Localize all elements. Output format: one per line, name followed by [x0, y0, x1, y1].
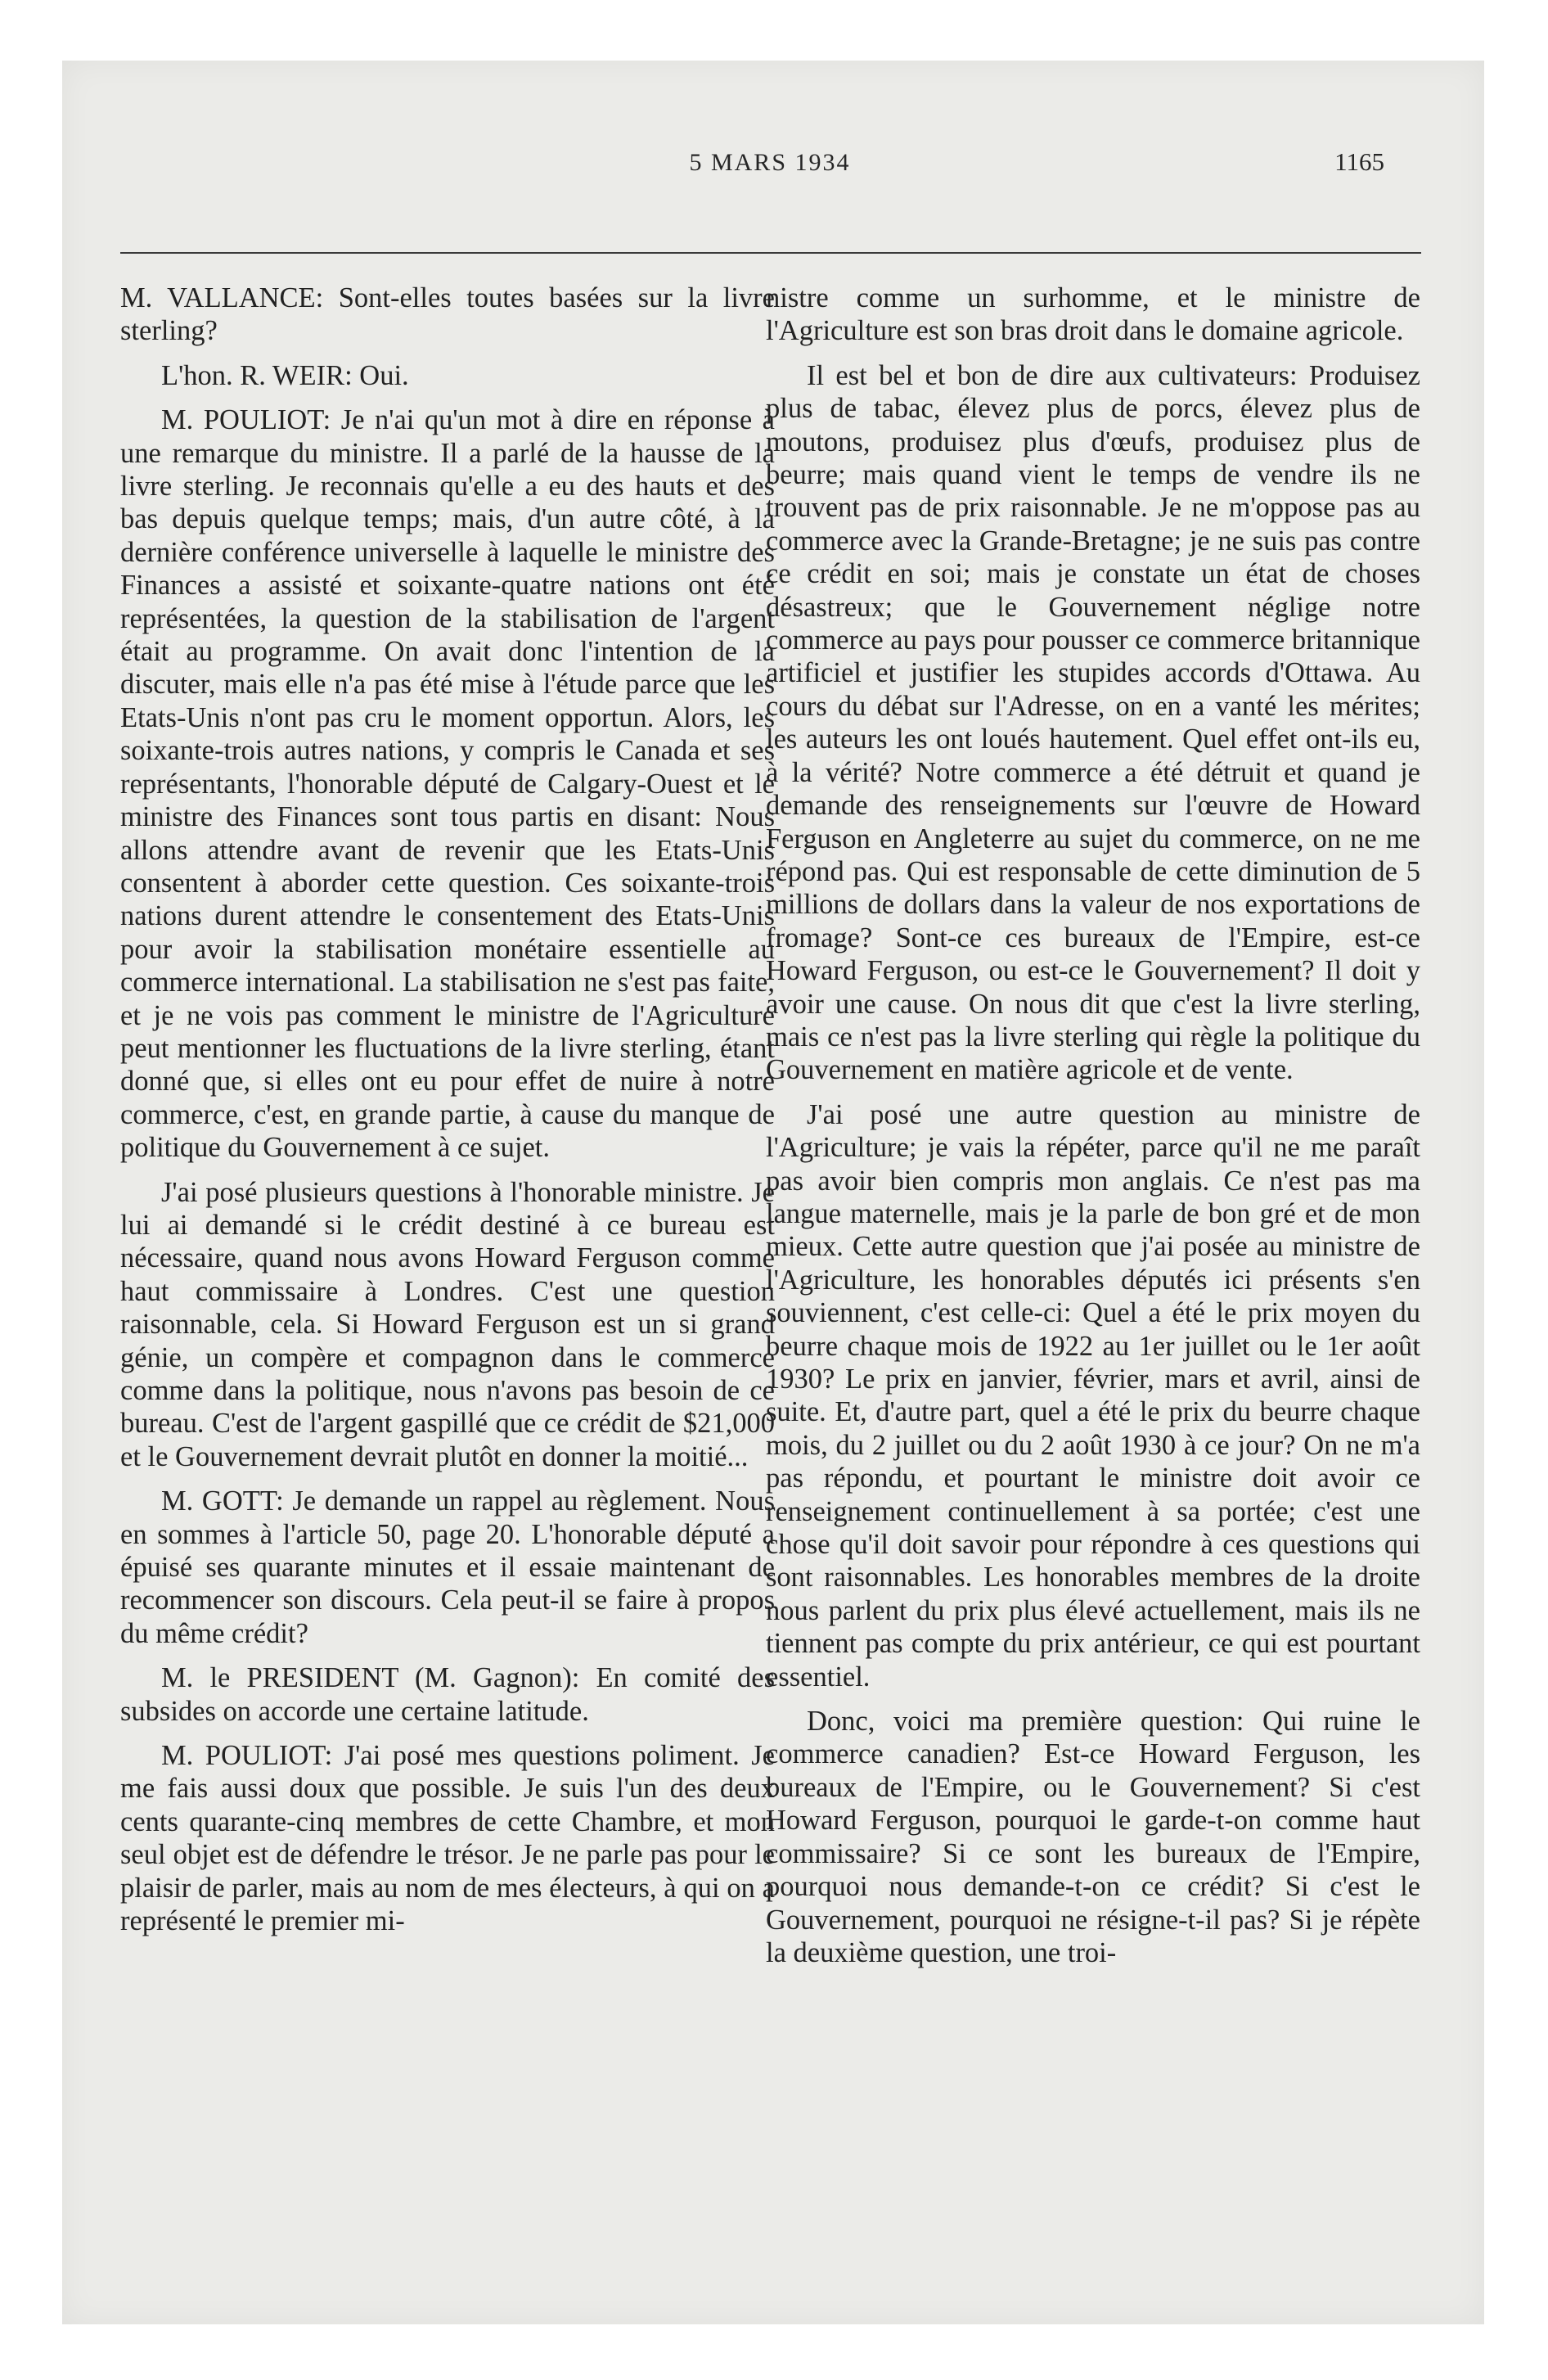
paragraph-autre-question: J'ai posé une autre question au ministre de l'Agriculture; je vais la répéter, parce qu'il ne me paraît pas avoir bien compris mon anglais. Ce n'est pas ma langue maternelle, mais je la parle de bon gré et de mon mieux. Cette autre question que j'ai posée au ministre de l'Agriculture, les honorables députés ici présents s'en souviennent, c'est celle-ci: Quel a été le prix moyen du beurre chaque mois de 1922 au 1er juillet ou le 1er août 1930? Le prix en janvier, février, mars et avril, ainsi de suite. Et, d'autre part, quel a été le prix du beurre chaque mois, du 2 juillet ou du 2 août 1930 à ce jour? On ne m'a pas répondu, et pourtant le ministre doit avoir ce renseignement continuellement à sa portée; c'est une chose qu'il doit savoir pour répondre à ces questions qui sont raisonnables. Les honorables membres de la droite nous parlent du prix plus élevé actuellement, mais ils ne tiennent pas compte du prix antérieur, ce qui est pourtant essentiel.	[766, 1098, 1420, 1693]
paragraph-gott: M. GOTT: Je demande un rappel au règlement. Nous en sommes à l'article 50, page 20. L'honorable député a épuisé ses quarante minutes et il essaie maintenant de recommencer son discours. Cela peut-il se faire à propos du même crédit?	[120, 1485, 775, 1649]
paragraph-pouliot-2: J'ai posé plusieurs questions à l'honorable ministre. Je lui ai demandé si le crédit destiné à ce bureau est nécessaire, quand nous avons Howard Ferguson comme haut commissaire à Londres. C'est une question raisonnable, cela. Si Howard Ferguson est un si grand génie, un compère et compagnon dans le commerce comme dans la politique, nous n'avons pas besoin de ce bureau. C'est de l'argent gaspillé que ce crédit de $21,000 et le Gouvernement devrait plutôt en donner la moitié...	[120, 1176, 775, 1472]
left-column	[120, 282, 775, 1950]
paragraph-weir: L'hon. R. WEIR: Oui.	[161, 359, 409, 391]
scanned-page	[62, 61, 1484, 2324]
page-date: 5 MARS 1934	[689, 149, 851, 176]
paragraph-continued: nistre comme un surhomme, et le ministre de l'Agriculture est son bras droit dans le domaine agricole.	[766, 282, 1420, 347]
header-rule	[120, 252, 1421, 254]
paragraph-premiere-question: Donc, voici ma première question: Qui ruine le commerce canadien? Est-ce Howard Ferguson, les bureaux de l'Empire, ou le Gouvernement? Si c'est Howard Ferguson, pourquoi le garde-t-on comme haut commissaire? Si ce sont les bureaux de l'Empire, pourquoi nous demande-t-on ce crédit? Si c'est le Gouvernement, pourquoi ne résigne-t-il pas? Si je répète la deuxième question, une troi-	[766, 1706, 1420, 1968]
paragraph-president: M. le PRESIDENT (M. Gagnon): En comité des subsides on accorde une certaine latitude.	[120, 1662, 775, 1727]
right-column	[766, 282, 1420, 1981]
paragraph-pouliot-3: M. POULIOT: J'ai posé mes questions poliment. Je me fais aussi doux que possible. Je suis l'un des deux cents quarante-cinq membres de cette Chambre, et mon seul objet est de défendre le trésor. Je ne parle pas pour le plaisir de parler, mais au nom de mes électeurs, à qui on a représenté le premier mi-	[120, 1740, 775, 1937]
paragraph-pouliot-1: M. POULIOT: Je n'ai qu'un mot à dire en réponse à une remarque du ministre. Il a parlé de la hausse de la livre sterling. Je reconnais qu'elle a eu des hauts et des bas depuis quelque temps; mais, d'un autre côté, à la dernière conférence universelle à laquelle le ministre des Finances a assisté et soixante-quatre nations ont été représentées, la question de la stabilisation de l'argent était au programme. On avait donc l'intention de la discuter, mais elle n'a pas été mise à l'étude parce que les Etats-Unis n'ont pas cru le moment opportun. Alors, les soixante-trois autres nations, y compris le Canada et ses représentants, l'honorable député de Calgary-Ouest et le ministre des Finances sont tous partis en disant: Nous allons attendre avant de revenir que les Etats-Unis consentent à aborder cette question. Ces soixante-trois nations durent attendre le consentement des Etats-Unis pour avoir la stabilisation monétaire essentielle au commerce international. La stabilisation ne s'est pas faite, et je ne vois pas comment le ministre de l'Agriculture peut mentionner les fluctuations de la livre sterling, étant donné que, si elles ont eu pour effet de nuire à notre commerce, c'est, en grande partie, à cause du manque de politique du Gouvernement à ce sujet.	[120, 404, 775, 1164]
paragraph-vallance: M. VALLANCE: Sont-elles toutes basées sur la livre sterling?	[120, 282, 775, 347]
page-number: 1165	[1334, 147, 1384, 176]
paragraph-cultivateurs: Il est bel et bon de dire aux cultivateurs: Produisez plus de tabac, élevez plus de porcs, élevez plus de moutons, produisez plus d'œufs, produisez plus de beurre; mais quand vient le temps de vendre ils ne trouvent pas de prix raisonnable. Je ne m'oppose pas au commerce avec la Grande-Bretagne; je ne suis pas contre ce crédit en soi; mais je constate un état de choses désastreux; que le Gouvernement néglige notre commerce au pays pour pousser ce commerce britannique artificiel et justifier les stupides accords d'Ottawa. Au cours du débat sur l'Adresse, on en a vanté les mérites; les auteurs les ont loués hautement. Quel effet ont-ils eu, à la vérité? Notre commerce a été détruit et quand je demande des renseignements sur l'œuvre de Howard Ferguson en Angleterre au sujet du commerce, on ne me répond pas. Qui est responsable de cette diminution de 5 millions de dollars dans la valeur de nos exportations de fromage? Sont-ce ces bureaux de l'Empire, est-ce Howard Ferguson, ou est-ce le Gouvernement? Il doit y avoir une cause. On nous dit que c'est la livre sterling, mais ce n'est pas la livre sterling qui règle la politique du Gouvernement en matière agricole et de vente.	[766, 359, 1420, 1086]
page-header	[62, 131, 1484, 180]
